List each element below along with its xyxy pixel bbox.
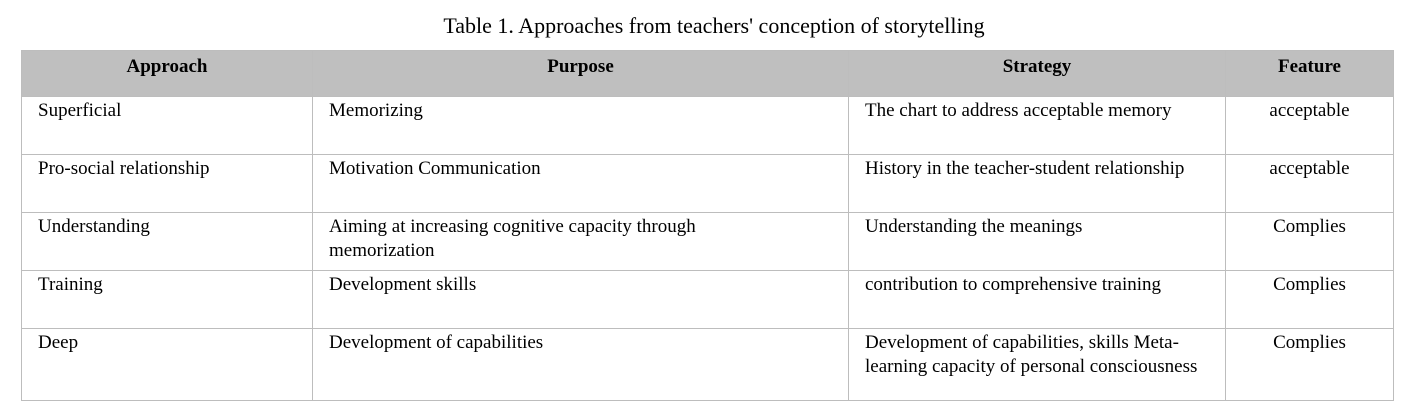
- cell-strategy: History in the teacher-student relationship: [849, 155, 1226, 213]
- table-row: [22, 271, 1394, 329]
- approaches-table: [21, 50, 1394, 401]
- cell-approach: Deep: [22, 329, 313, 401]
- cell-purpose: Development skills: [313, 271, 849, 329]
- cell-feature: Complies: [1226, 329, 1394, 401]
- cell-approach: Understanding: [22, 213, 313, 271]
- table-row: [22, 213, 1394, 271]
- cell-strategy: contribution to comprehensive training: [849, 271, 1226, 329]
- table-row: [22, 155, 1394, 213]
- cell-purpose: Aiming at increasing cognitive capacity through memorization: [313, 213, 849, 271]
- cell-feature: Complies: [1226, 213, 1394, 271]
- cell-purpose: Motivation Communication: [313, 155, 849, 213]
- header-strategy: Strategy: [849, 51, 1226, 97]
- cell-approach: Training: [22, 271, 313, 329]
- cell-purpose: Development of capabilities: [313, 329, 849, 401]
- table-header-row: [22, 51, 1394, 97]
- header-approach: Approach: [22, 51, 313, 97]
- header-feature: Feature: [1226, 51, 1394, 97]
- table-row: [22, 329, 1394, 401]
- cell-purpose: Memorizing: [313, 97, 849, 155]
- header-purpose: Purpose: [313, 51, 849, 97]
- cell-strategy: Understanding the meanings: [849, 213, 1226, 271]
- cell-feature: Complies: [1226, 271, 1394, 329]
- table-row: [22, 97, 1394, 155]
- cell-feature: acceptable: [1226, 97, 1394, 155]
- cell-approach: Superficial: [22, 97, 313, 155]
- cell-feature: acceptable: [1226, 155, 1394, 213]
- cell-approach: Pro-social relationship: [22, 155, 313, 213]
- cell-strategy: The chart to address acceptable memory: [849, 97, 1226, 155]
- table-caption: Table 1. Approaches from teachers' conception of storytelling: [443, 13, 985, 38]
- cell-strategy: Development of capabilities, skills Meta-learning capacity of personal consciousness: [849, 329, 1226, 401]
